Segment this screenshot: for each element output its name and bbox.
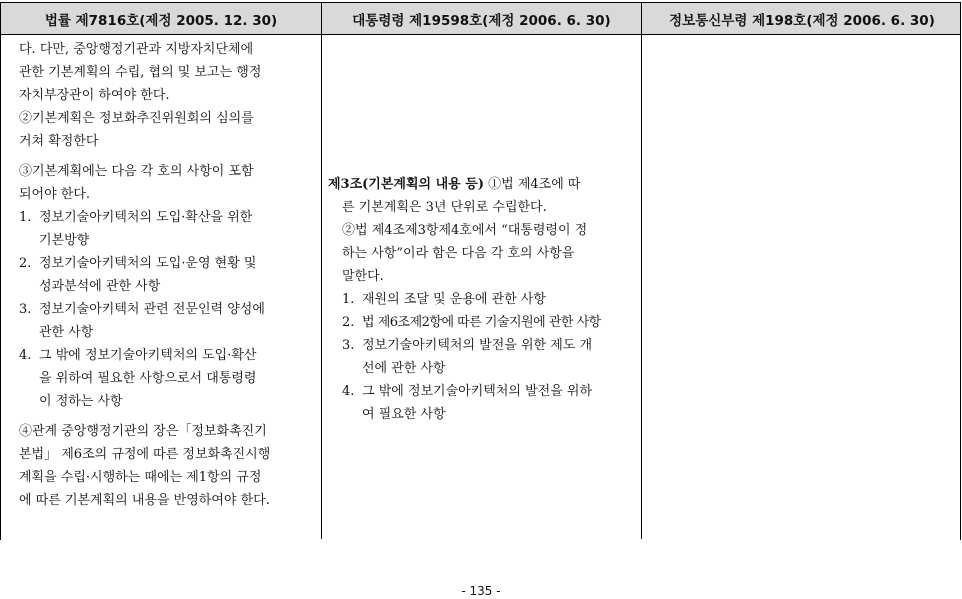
decree-column	[322, 35, 642, 539]
law-item	[19, 344, 317, 413]
decree-item	[342, 288, 637, 311]
law-item-line: 이 정하는 사항	[39, 394, 123, 409]
decree-item	[342, 334, 637, 380]
table-body-row	[1, 35, 960, 539]
decree-item-line: 재원의 조달 및 운용에 관한 사항	[362, 292, 546, 307]
law-item-number: 3.	[19, 302, 32, 317]
law-item-line: 성과분석에 관한 사항	[39, 279, 161, 294]
decree-para2-line: ②법 제4조제3항제4호에서 “대통령령이 정	[342, 223, 588, 238]
table-header-row	[1, 2, 960, 35]
decree-item-line: 정보기술아키텍처의 발전을 위한 제도 개	[362, 338, 593, 353]
law-item	[19, 298, 317, 344]
law-item-line: 기본방향	[39, 233, 90, 248]
comparison-table	[0, 2, 961, 540]
law-item-line: 을 위하여 필요한 사항으로서 대통령령	[39, 371, 257, 386]
decree-article-title: 제3조(기본계획의 내용 등)	[328, 177, 484, 192]
decree-article-text: 른 기본계획은 3년 단위로 수립한다.	[342, 200, 547, 215]
law-item-line: 정보기술아키텍처 관련 전문인력 양성에	[39, 302, 265, 317]
law-intro-line: 관한 기본계획의 수립, 협의 및 보고는 행정	[19, 65, 262, 80]
decree-article-text: ①법 제4조에 따	[488, 177, 581, 192]
decree-item-line: 여 필요한 사항	[362, 407, 446, 422]
decree-article-3	[328, 38, 637, 219]
law-para3-line: 되어야 한다.	[19, 187, 91, 202]
law-paragraph-4	[19, 420, 317, 512]
law-intro-line: 자치부장관이 하여야 한다.	[19, 88, 170, 103]
law-paragraph-2	[19, 107, 317, 153]
decree-item	[342, 380, 637, 426]
decree-paragraph-2	[328, 219, 637, 288]
law-item-line: 그 밖에 정보기술아키텍처의 도입·확산	[39, 348, 257, 363]
decree-para2-line: 하는 사항”이라 함은 다음 각 호의 사항을	[342, 246, 575, 261]
page-number: - 135 -	[461, 584, 501, 598]
law-item-line: 정보기술아키텍처의 도입·확산을 위한	[39, 210, 253, 225]
law-item-number: 2.	[19, 256, 32, 271]
header-decree: 대통령령 제19598호(제정 2006. 6. 30)	[322, 3, 642, 34]
law-para4-line: 본법」 제6조의 규정에 따른 정보화촉진시행	[19, 447, 271, 462]
law-column	[1, 35, 322, 539]
ministry-ordinance-column	[642, 35, 962, 539]
law-paragraph-3	[19, 160, 317, 206]
law-intro	[19, 38, 317, 107]
law-para2-line: ②기본계획은 정보화추진위원회의 심의를	[19, 111, 254, 126]
decree-item-line: 그 밖에 정보기술아키텍처의 발전을 위하	[362, 384, 593, 399]
law-item	[19, 206, 317, 252]
law-item-line: 정보기술아키텍처의 도입·운영 현황 및	[39, 256, 257, 271]
header-law: 법률 제7816호(제정 2005. 12. 30)	[1, 3, 322, 34]
law-para3-line: ③기본계획에는 다음 각 호의 사항이 포함	[19, 164, 254, 179]
decree-para2-line: 말한다.	[342, 269, 384, 284]
law-item-line: 관한 사항	[39, 325, 94, 340]
decree-item	[342, 311, 637, 334]
law-para4-line: 계획을 수립·시행하는 때에는 제1항의 규정	[19, 470, 262, 485]
law-para2-line: 거쳐 확정한다	[19, 134, 99, 149]
decree-item-number: 3.	[342, 338, 355, 353]
law-intro-line: 다. 다만, 중앙행정기관과 지방자치단체에	[19, 42, 254, 57]
law-item	[19, 252, 317, 298]
law-item-number: 1.	[19, 210, 32, 225]
law-para4-line: 에 따른 기본계획의 내용을 반영하여야 한다.	[19, 493, 270, 508]
decree-item-number: 2.	[342, 315, 355, 330]
decree-item-line: 선에 관한 사항	[362, 361, 446, 376]
law-para4-line: ④관계 중앙행정기관의 장은「정보화촉진기	[19, 424, 267, 439]
law-item-number: 4.	[19, 348, 32, 363]
header-ministry-ordinance: 정보통신부령 제198호(제정 2006. 6. 30)	[669, 12, 935, 29]
decree-item-line: 법 제6조제2항에 따른 기술지원에 관한 사항	[362, 315, 601, 330]
decree-item-number: 1.	[342, 292, 355, 307]
decree-item-number: 4.	[342, 384, 355, 399]
